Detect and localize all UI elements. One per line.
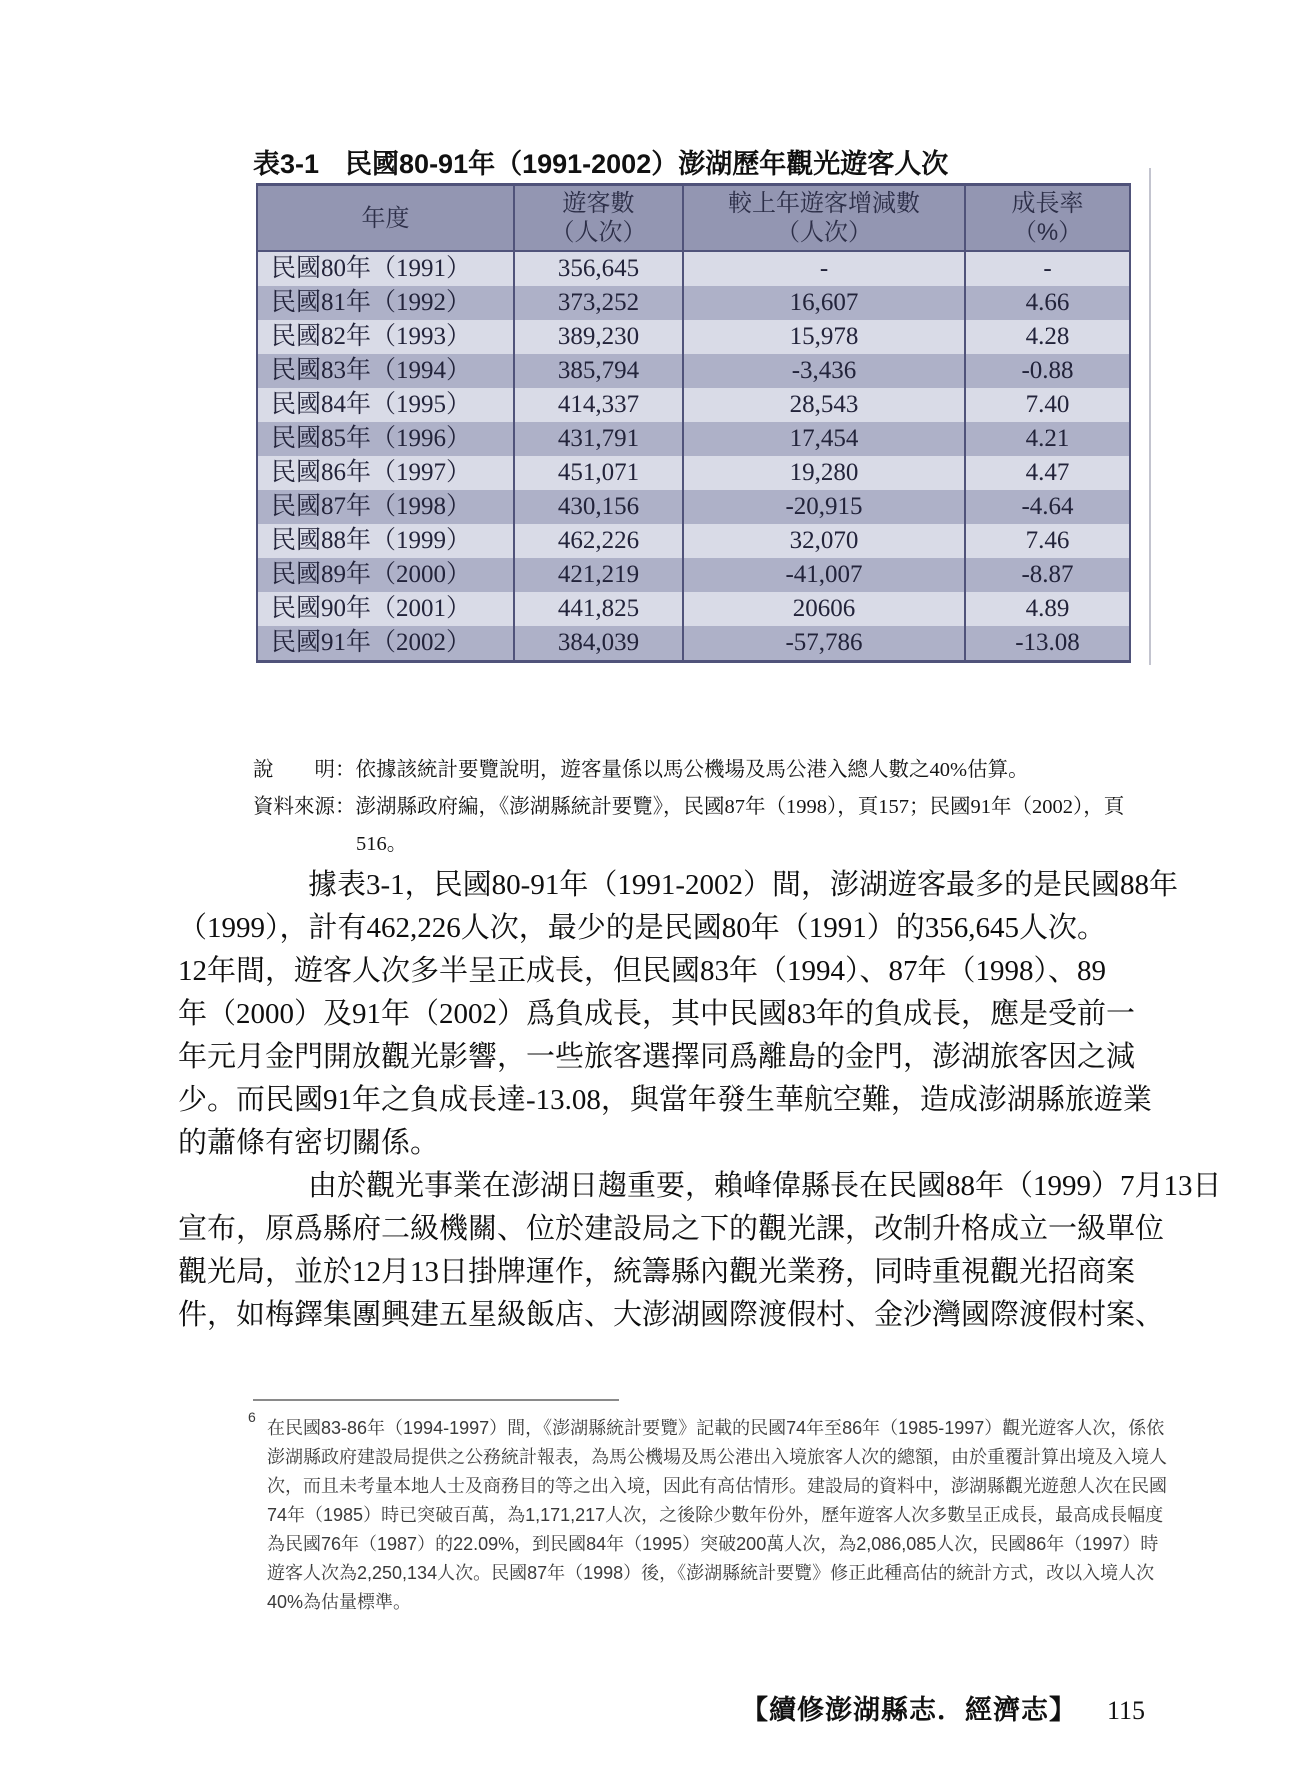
table-row: 民國84年（1995） 414,337 28,543 7.40 <box>257 388 1130 422</box>
footnote-line: 在民國83-86年（1994-1997）間，《澎湖縣統計要覽》記載的民國74年至86年（1985-1997）觀光遊客人次，係依 <box>267 1418 1165 1438</box>
table-caption <box>253 142 1153 181</box>
footnote-line: 次，而且未考量本地人士及商務目的等之出入境，因此有高估情形。建設局的資料中，澎湖縣觀光遊憩人次在民國 <box>267 1476 1167 1496</box>
table-row: 民國85年（1996） 431,791 17,454 4.21 <box>257 422 1130 456</box>
table-row: 民國82年（1993） 389,230 15,978 4.28 <box>257 320 1130 354</box>
page-footer <box>0 1688 1145 1727</box>
table-row: 民國91年（2002） 384,039 -57,786 -13.08 <box>257 626 1130 662</box>
body-text <box>178 864 1222 1337</box>
visitor-stats-table <box>256 183 1131 663</box>
paragraph-line: （1999），計有462,226人次，最少的是民國80年（1991）的356,645人次。 <box>178 912 1107 944</box>
table-row: 民國88年（1999） 462,226 32,070 7.46 <box>257 524 1130 558</box>
col-header-visitors: 遊客數 （人次） <box>514 185 683 252</box>
table-row: 民國89年（2000） 421,219 -41,007 -8.87 <box>257 558 1130 592</box>
table-row: 民國90年（2001） 441,825 20606 4.89 <box>257 592 1130 626</box>
table-source-line: 資料來源：澎湖縣政府編，《澎湖縣統計要覽》，民國87年（1998），頁157；民國91年（2002），頁 <box>253 796 1125 818</box>
footnote-line: 遊客人次為2,250,134人次。民國87年（1998）後，《澎湖縣統計要覽》修正此種高估的統計方式，改以入境人次 <box>267 1563 1155 1583</box>
table-header-row <box>257 185 1130 252</box>
footnote <box>248 1409 1167 1617</box>
scan-artifact-line <box>1149 168 1151 665</box>
table-row: 民國87年（1998） 430,156 -20,915 -4.64 <box>257 490 1130 524</box>
table-notes <box>253 752 1153 863</box>
table-note-line: 說 明：依據該統計要覽說明，遊客量係以馬公機場及馬公港入總人數之40%估算。 <box>253 759 1029 781</box>
footnote-line: 74年（1985）時已突破百萬，為1,171,217人次，之後除少數年份外，歷年遊客人次多數呈正成長，最高成長幅度 <box>267 1505 1164 1525</box>
paragraph-line: 年元月金門開放觀光影響，一些旅客選擇同爲離島的金門，澎湖旅客因之減 <box>178 1041 1136 1073</box>
col-header-change: 較上年遊客增減數 （人次） <box>683 185 965 252</box>
col-header-year: 年度 <box>257 185 514 252</box>
table-row: 民國86年（1997） 451,071 19,280 4.47 <box>257 456 1130 490</box>
paragraph-line: 少。而民國91年之負成長達-13.08，與當年發生華航空難，造成澎湖縣旅遊業 <box>178 1084 1152 1116</box>
table-caption-title: 民國80-91年（1991-2002）澎湖歷年觀光遊客人次 <box>345 149 949 179</box>
paragraph-line: 年（2000）及91年（2002）爲負成長，其中民國83年的負成長，應是受前一 <box>178 998 1136 1030</box>
table-row: 民國81年（1992） 373,252 16,607 4.66 <box>257 286 1130 320</box>
footer-book-title: 【續修澎湖縣志．經濟志】 <box>740 1695 1077 1725</box>
paragraph-line: 宣布，原爲縣府二級機關、位於建設局之下的觀光課，改制升格成立一級單位 <box>178 1213 1165 1245</box>
paragraph-line: 的蕭條有密切關係。 <box>178 1127 440 1159</box>
paragraph-line: 由於觀光事業在澎湖日趨重要，賴峰偉縣長在民國88年（1999）7月13日 <box>308 1170 1222 1202</box>
footnote-line: 40%為估量標準。 <box>267 1592 412 1612</box>
table-caption-label: 表3-1 <box>253 149 320 179</box>
table-source-continuation: 516。 <box>356 833 408 855</box>
table-row: 民國83年（1994） 385,794 -3,436 -0.88 <box>257 354 1130 388</box>
footnote-line: 為民國76年（1987）的22.09%，到民國84年（1995）突破200萬人次，為2,086,085人次，民國86年（1997）時 <box>267 1534 1159 1554</box>
col-header-growth: 成長率 （%） <box>965 185 1130 252</box>
footnote-separator <box>253 1399 619 1401</box>
table-row: 民國80年（1991） 356,645 - - <box>257 251 1130 286</box>
footnote-line: 澎湖縣政府建設局提供之公務統計報表，為馬公機場及馬公港出入境旅客人次的總額，由於重覆計算出境及入境人 <box>267 1447 1167 1467</box>
paragraph-line: 12年間，遊客人次多半呈正成長，但民國83年（1994）、87年（1998）、89 <box>178 955 1107 987</box>
footnote-marker: 6 <box>248 1409 256 1425</box>
footer-page-number: 115 <box>1106 1696 1145 1725</box>
paragraph-line: 觀光局，並於12月13日掛牌運作，統籌縣內觀光業務，同時重視觀光招商案 <box>178 1256 1136 1288</box>
paragraph-line: 件，如梅鐸集團興建五星級飯店、大澎湖國際渡假村、金沙灣國際渡假村案、 <box>178 1299 1165 1331</box>
paragraph-line: 據表3-1，民國80-91年（1991-2002）間，澎湖遊客最多的是民國88年 <box>308 869 1178 901</box>
